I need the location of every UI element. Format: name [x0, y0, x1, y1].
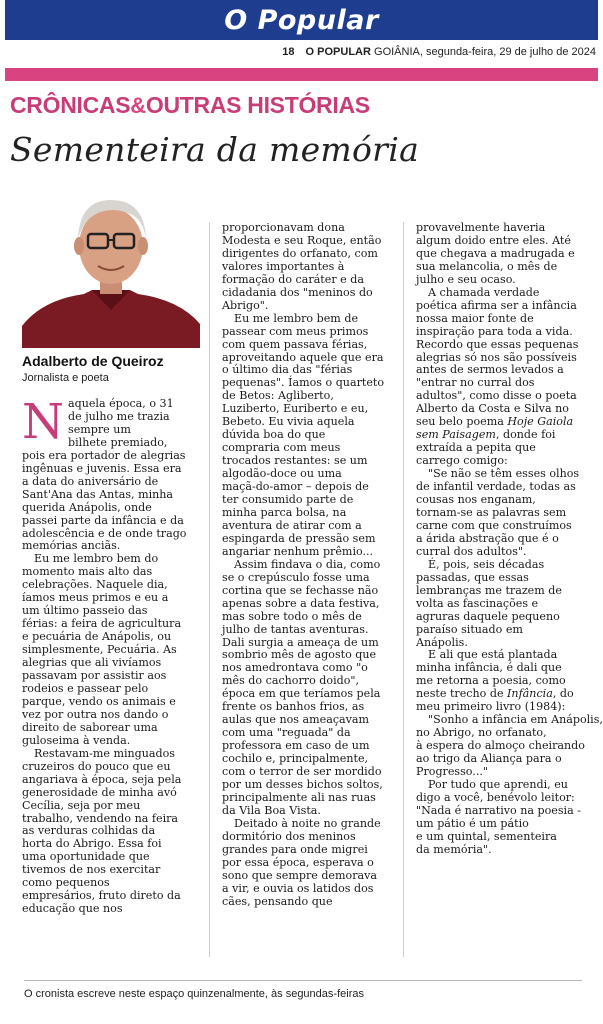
text-line: Eu me lembro bem de — [234, 311, 359, 325]
text-line: Sant'Ana das Antas, minha — [22, 487, 174, 501]
article-column-1 — [22, 394, 202, 916]
text-line: paraíso situado em — [416, 622, 523, 636]
column-divider — [209, 222, 210, 957]
text-line: "Nada é narrativo na poesia - — [416, 803, 581, 817]
text-line: adolescência e de onde trago — [22, 526, 187, 540]
poem-title: Hoje Gaiola — [507, 415, 574, 429]
text-line: sua melancolia, o mês de — [416, 259, 558, 273]
text-line: carrego comigo: — [416, 454, 508, 468]
text-line: como pequenos — [22, 876, 110, 890]
text-line: por um desses bichos soltos, — [222, 777, 383, 791]
text-line: algodão-doce ou uma — [222, 467, 342, 481]
footer-note: O cronista escreve neste espaço quinzenalmente, às segundas-feiras — [24, 988, 364, 1000]
text-line: cousas nos enganam, — [416, 493, 536, 507]
text-line: minha parca bolsa, na — [222, 505, 347, 519]
text-line: trocados restantes: se um — [222, 454, 368, 468]
text-line: a vir, e ouvia os latidos dos — [222, 881, 374, 895]
text-line: simplesmente, Pecuária. As — [22, 643, 177, 657]
text-line: alegrias só nos são possíveis — [416, 350, 577, 364]
text-line: provavelmente haveria — [416, 221, 546, 234]
text-line: E ali que está plantada — [428, 648, 558, 662]
text-line: férias: a feira de agricultura — [22, 617, 182, 631]
text-line: da memória". — [416, 842, 492, 856]
text-line: pois era portador de alegrias — [22, 448, 186, 462]
text-line: sempre um — [68, 422, 131, 436]
publication-name: O POPULAR — [305, 46, 371, 58]
text-line: valores importantes à — [222, 259, 345, 273]
author-name: Adalberto de Queiroz — [22, 353, 164, 369]
text-line: uma oportunidade que — [22, 850, 150, 864]
text-line: memórias anciãs. — [22, 539, 121, 553]
text-line: passadas, que essas — [416, 570, 529, 584]
text-line: Assim findava o dia, como — [234, 557, 381, 571]
text-line: Por tudo que aprendi, eu — [428, 777, 568, 791]
text-line: passavam por assistir aos — [22, 669, 167, 683]
text-line: professora em caso de um — [222, 739, 370, 753]
folio-line — [0, 46, 596, 62]
section-title — [10, 92, 370, 119]
text-line: angariava à época, seja pela — [22, 772, 182, 786]
text-line: a árida abstração que é o — [416, 531, 559, 545]
text-line: minha infância, é dali que — [416, 661, 562, 675]
text-line: horta do Abrigo. Essa foi — [22, 837, 162, 851]
text-line: que chegava a madrugada e — [416, 246, 575, 260]
text-line: guloseima à venda. — [22, 733, 131, 747]
text-line: formação do caráter e da — [222, 272, 364, 286]
text-line: da Vila Boa Vista. — [222, 803, 321, 817]
text-line: nossa maior fonte de — [416, 311, 534, 325]
text-line: Abrigo". — [222, 298, 269, 312]
text-line: cães, pensando que — [222, 894, 333, 908]
text-line: Dali surgia a ameaça de um — [222, 635, 379, 649]
text-line: Luziberto, Euriberto e eu, — [222, 402, 369, 416]
text-line: dirigentes do orfanato, com — [222, 246, 378, 260]
footer-divider — [24, 980, 582, 981]
text-line: Modesta e seu Roque, então — [222, 233, 382, 247]
text-fragment: , donde foi — [495, 428, 556, 442]
text-line: um pátio é um pátio — [416, 816, 529, 830]
text-line: "entrar no curral dos — [416, 376, 535, 390]
masthead — [5, 0, 598, 40]
text-line: Restavam-me minguados — [34, 746, 175, 760]
section-part1: CRÔNICAS — [10, 92, 131, 118]
text-line: ter consumido parte de — [222, 493, 354, 507]
section-bar — [5, 68, 598, 81]
text-line: aulas que nos ameaçavam — [222, 713, 370, 727]
text-line: aquela época, o 31 — [68, 397, 174, 410]
text-line: cortina que se fechasse não — [222, 583, 379, 597]
text-line: agruras daquele pequeno — [416, 609, 560, 623]
text-line: tivemos de nos exercitar — [22, 863, 161, 877]
text-line: angariar nenhum prêmio... — [222, 544, 374, 558]
text-line: empresários, fruto direto da — [22, 889, 181, 903]
text-line: alegrias que ali vivíamos — [22, 656, 162, 670]
text-fragment: seu belo poema — [416, 415, 504, 429]
drop-cap: N — [22, 394, 64, 450]
text-line: aproveitando aquele que era — [222, 350, 384, 364]
text-line: inspiração para toda a vida. — [416, 324, 573, 338]
text-line: mês do cachorro doido", — [222, 674, 360, 688]
text-fragment: , do — [552, 687, 574, 701]
text-line: aventura de atirar com a — [222, 518, 362, 532]
text-line: maçã-do-amor – depois de — [222, 480, 369, 494]
text-line: a data do aniversário de — [22, 474, 159, 488]
text-line: julho de tantas aventuras. — [222, 622, 369, 636]
text-line: adultos", como disse o poeta — [416, 389, 577, 403]
section-ampersand: & — [130, 93, 146, 118]
article-column-3 — [416, 221, 603, 857]
poem-title-cont: sem Paisagem — [416, 428, 496, 442]
text-line: proporcionavam dona — [222, 221, 345, 234]
text-line: íamos meus primos e eu a — [22, 591, 169, 605]
text-line: as verduras colhidas da — [22, 824, 156, 838]
text-line: trabalho, vendendo na feira — [22, 811, 179, 825]
text-line: de Betos: Agliberto, — [222, 389, 334, 403]
text-line: curral dos adultos". — [416, 544, 527, 558]
text-line: passear com meus primos — [222, 324, 369, 338]
text-line: pequenas". Íamos o quarteto — [222, 376, 385, 390]
text-line: o último dia das "férias — [222, 363, 353, 377]
text-line: antes de sermos levados a — [416, 363, 564, 377]
book-title: Infância — [507, 687, 553, 701]
text-line: querida Anápolis, onde — [22, 500, 152, 514]
text-line: tornam-se as palavras sem — [416, 505, 567, 519]
column-divider — [403, 222, 404, 957]
text-line: por essa época, esperava o — [222, 855, 374, 869]
text-line: A chamada verdade — [428, 285, 540, 299]
text-line: com uma "reguada" da — [222, 726, 351, 740]
text-line: momento mais alto das — [22, 565, 153, 579]
text-line: à espera do almoço cheirando — [416, 739, 585, 753]
text-line: compraria com meus — [222, 441, 341, 455]
text-line: cidadania dos "meninos do — [222, 285, 373, 299]
text-line: extraída a pepita que — [416, 441, 536, 455]
text-line: digo a você, benévolo leitor: — [416, 790, 575, 804]
text-line: Anápolis. — [416, 635, 468, 649]
text-line: com o terror de ser mordido — [222, 765, 382, 779]
author-role: Jornalista e poeta — [22, 372, 109, 384]
text-line: cochilo e, principalmente, — [222, 752, 369, 766]
headline: Sementeira da memória — [10, 130, 420, 169]
text-line: Alberto da Costa e Silva no — [416, 402, 569, 416]
text-line: vez por outra nos dando o — [22, 707, 169, 721]
text-line: Progresso..." — [416, 765, 488, 779]
text-line: ao trigo da Aliança para o — [416, 752, 562, 766]
text-line: ingênuas e juvenis. Essa era — [22, 461, 182, 475]
text-line: poética afirma ser a infância — [416, 298, 577, 312]
text-line: generosidade de minha avó — [22, 785, 177, 799]
text-line: nos amedrontava como "o — [222, 661, 368, 675]
text-line: direito de saborear uma — [22, 720, 158, 734]
text-line: Recordo que essas pequenas — [416, 337, 579, 351]
author-photo — [22, 188, 200, 348]
text-line: dúvida boa do que — [222, 428, 326, 442]
text-line: parque, vendo os animais e — [22, 694, 176, 708]
dateline: GOIÂNIA, segunda-feira, 29 de julho de 2024 — [374, 46, 596, 58]
text-line: e pecuária de Anápolis, ou — [22, 630, 172, 644]
text-line: cruzeiros do pouco que eu — [22, 759, 171, 773]
text-line: de infantil verdade, todas as — [416, 480, 576, 494]
text-line: lembranças me trazem de — [416, 583, 562, 597]
text-line: celebrações. Naquele dia, — [22, 578, 168, 592]
text-line: frente os banhos frios, as — [222, 700, 365, 714]
text-line: um último passeio das — [22, 604, 148, 618]
text-line: principalmente ali nas ruas — [222, 790, 376, 804]
section-part2: OUTRAS HISTÓRIAS — [145, 92, 370, 118]
masthead-title: O Popular — [224, 4, 379, 36]
text-line: sombrio mês de agosto que — [222, 648, 377, 662]
text-line: "Se não se têm esses olhos — [428, 467, 580, 481]
text-line: no Abrigo, no orfanato, — [416, 726, 547, 740]
text-line: se o crepúsculo fosse uma — [222, 570, 370, 584]
text-line: "Sonho a infância em Anápolis, — [428, 713, 603, 727]
text-line: me retorna a poesia, como — [416, 674, 566, 688]
text-line: mas sobre todo o mês de — [222, 609, 362, 623]
text-fragment: neste trecho de — [416, 687, 504, 701]
text-line: sono que sempre demorava — [222, 868, 377, 882]
text-line: rodeios e passear pelo — [22, 681, 149, 695]
text-line: carne com que construímos — [416, 518, 572, 532]
page-number: 18 — [282, 46, 295, 58]
text-line: dormitório dos meninos — [222, 829, 356, 843]
text-line: Cecília, seja por meu — [22, 798, 141, 812]
text-line: Eu me lembro bem do — [34, 552, 159, 566]
text-line: julho e seu ocaso. — [416, 272, 516, 286]
text-line: Bebeto. Eu vivia aquela — [222, 415, 355, 429]
text-line: com quem passava férias, — [222, 337, 368, 351]
text-line: espingarda de pressão sem — [222, 531, 376, 545]
text-line: passei parte da infância e da — [22, 513, 184, 527]
text-line: volta as fascinações e — [416, 596, 539, 610]
text-line: e um quintal, sementeira — [416, 829, 557, 843]
article-column-2 — [222, 222, 390, 909]
text-line: grandes para onde migrei — [222, 842, 368, 856]
text-line: algum doido entre eles. Até — [416, 233, 571, 247]
text-line: época em que teríamos pela — [222, 687, 381, 701]
text-line: É, pois, seis décadas — [428, 557, 545, 571]
text-line: Deitado à noite no grande — [234, 816, 381, 830]
text-line: bilhete premiado, — [68, 435, 168, 449]
text-line: educação que nos — [22, 902, 123, 916]
text-line: de julho me trazia — [68, 409, 170, 423]
text-line: apenas sobre a data festiva, — [222, 596, 380, 610]
text-line: meu primeiro livro (1984): — [416, 700, 566, 714]
